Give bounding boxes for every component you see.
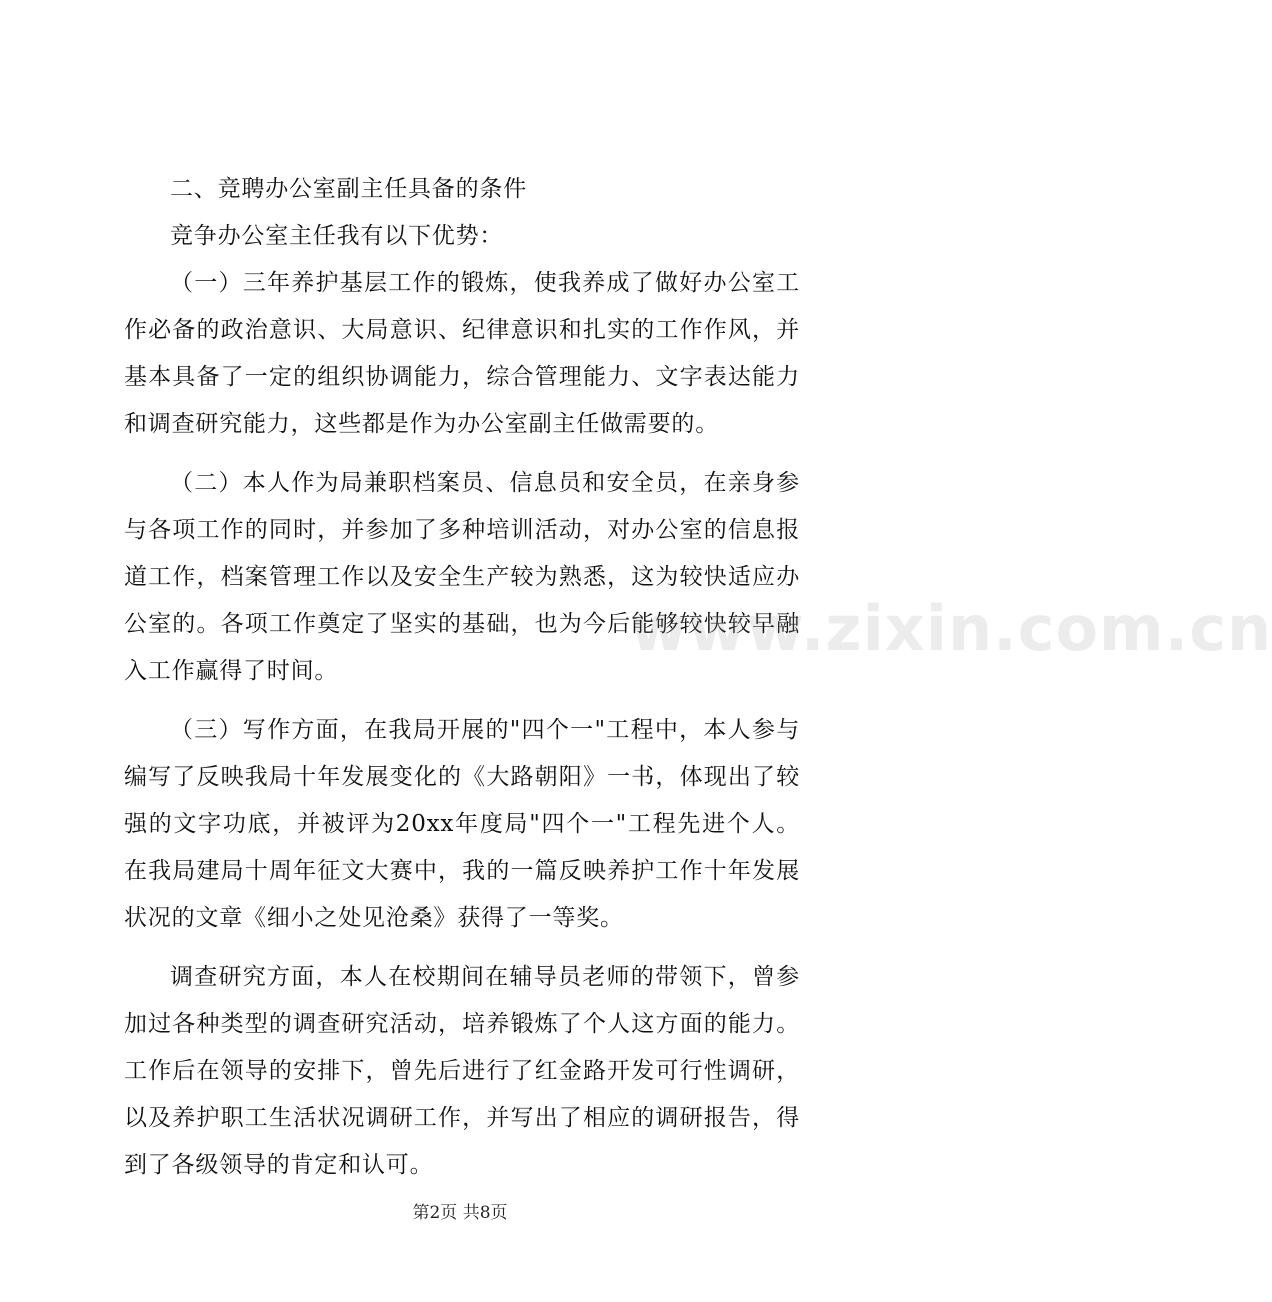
- paragraph-item-3: （三）写作方面，在我局开展的"四个一"工程中，本人参与编写了反映我局十年发展变化的《大路朝阳》一书，体现出了较强的文字功底，并被评为20xx年度局"四个一"工程先进个人。在我局建局十周年征文大赛中，我的一篇反映养护工作十年发展状况的文章《细小之处见沧桑》获得了一等奖。: [124, 717, 800, 931]
- paragraph-intro: 竞争办公室主任我有以下优势：: [170, 223, 504, 249]
- document-body: [124, 166, 800, 1201]
- watermark: www.zixin.com.cn: [630, 592, 1272, 665]
- section-heading: 二、竞聘办公室副主任具备的条件: [170, 176, 527, 202]
- paragraph-research: 调查研究方面，本人在校期间在辅导员老师的带领下，曾参加过各种类型的调查研究活动，培养锻炼了个人这方面的能力。工作后在领导的安排下，曾先后进行了红金路开发可行性调研，以及养护职工生活状况调研工作，并写出了相应的调研报告，得到了各级领导的肯定和认可。: [124, 964, 800, 1178]
- page-footer: 第2页 共8页: [412, 1203, 508, 1223]
- paragraph-item-2: （二）本人作为局兼职档案员、信息员和安全员，在亲身参与各项工作的同时，并参加了多种培训活动，对办公室的信息报道工作，档案管理工作以及安全生产较为熟悉，这为较快适应办公室的。各项工作奠定了坚实的基础，也为今后能够较快较早融入工作赢得了时间。: [124, 470, 800, 684]
- paragraph-item-1: （一）三年养护基层工作的锻炼，使我养成了做好办公室工作必备的政治意识、大局意识、纪律意识和扎实的工作作风，并基本具备了一定的组织协调能力，综合管理能力、文字表达能力和调查研究能力，这些都是作为办公室副主任做需要的。: [124, 270, 800, 437]
